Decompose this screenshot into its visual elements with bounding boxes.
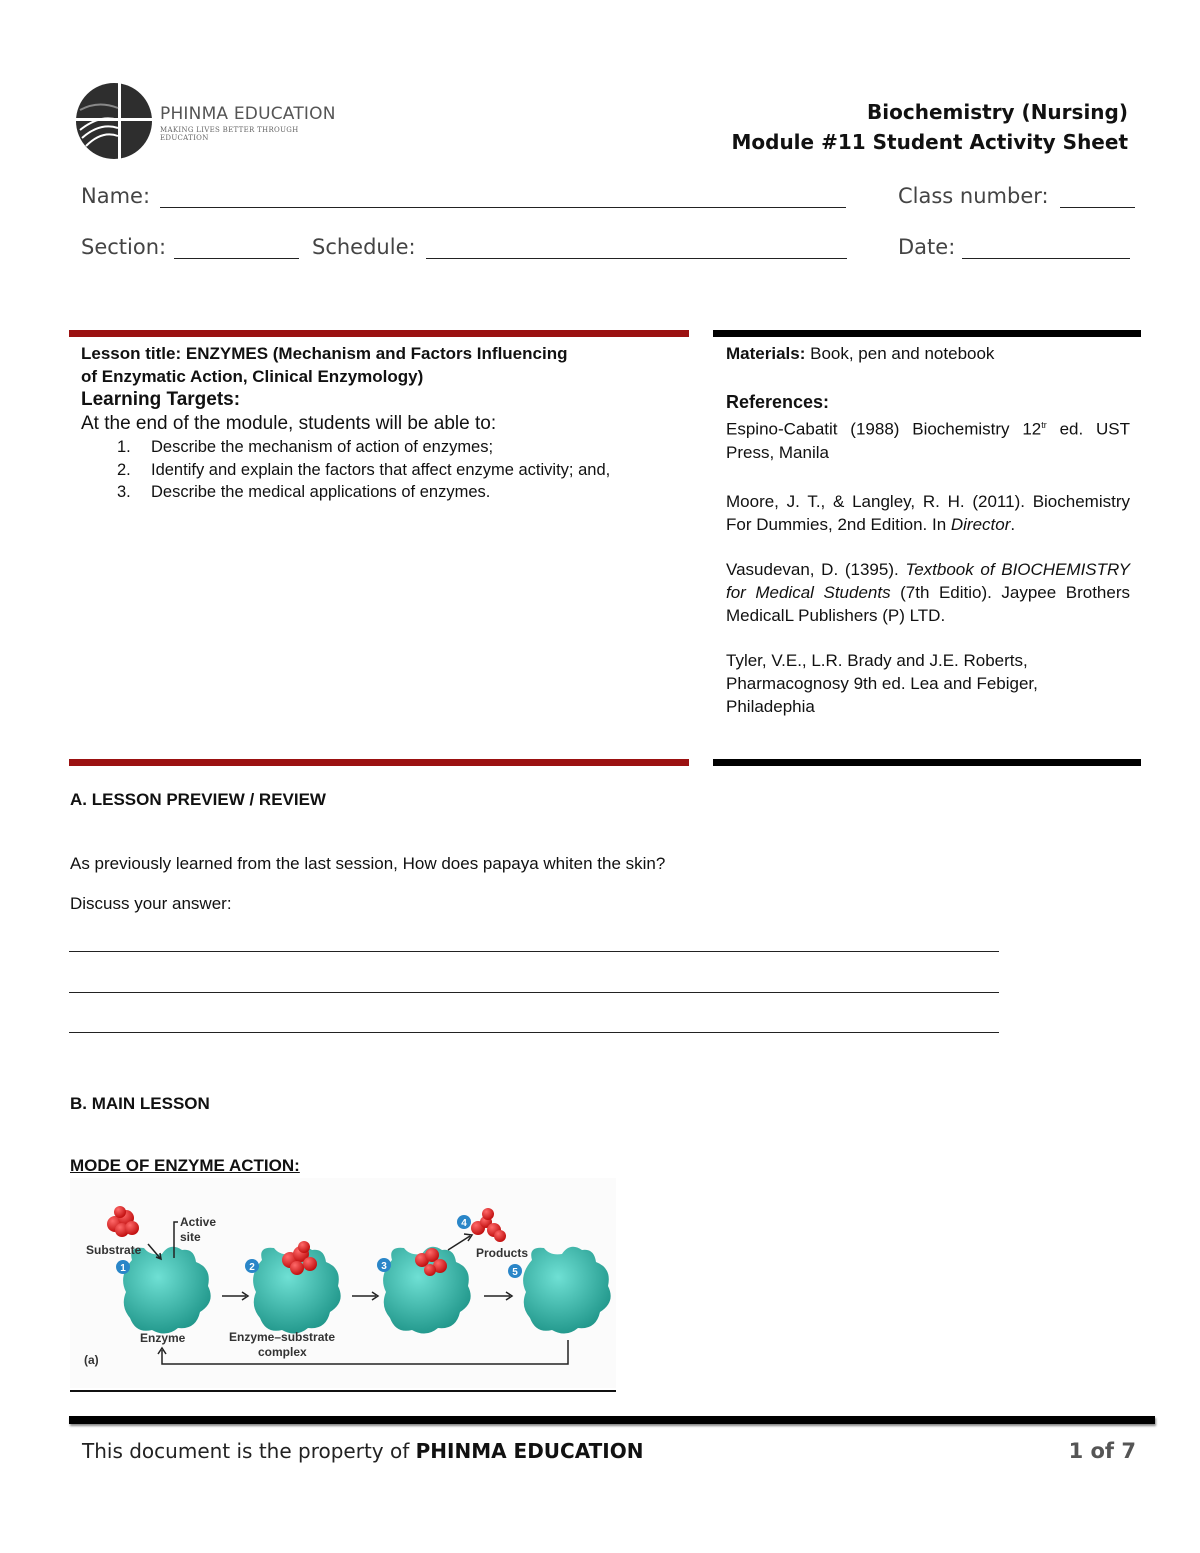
label-complex-2: complex [258, 1345, 307, 1359]
label-panel: (a) [84, 1353, 99, 1367]
enzyme-shape-4 [523, 1247, 611, 1334]
class-number-field[interactable] [1060, 207, 1135, 208]
schedule-field[interactable] [426, 258, 847, 259]
process-arrows [148, 1222, 568, 1364]
label-active-site-2: site [180, 1230, 201, 1244]
sheet-title: Module #11 Student Activity Sheet [731, 130, 1128, 154]
name-label: Name: [81, 184, 151, 208]
phinma-logo [74, 80, 344, 162]
logo-emblem-icon [74, 80, 158, 162]
enzyme-shape-1 [123, 1247, 211, 1334]
target-item: 2. Identify and explain the factors that affect enzyme activity; and, [117, 460, 611, 479]
section-b-heading: B. MAIN LESSON [70, 1094, 210, 1113]
reference-4: Tyler, V.E., L.R. Brady and J.E. Roberts, Pharmacognosy 9th ed. Lea and Febiger, Philadephia [726, 650, 1038, 716]
course-title: Biochemistry (Nursing) [867, 100, 1128, 124]
learning-targets-label: Learning Targets: [81, 389, 241, 410]
reference-2: Moore, J. T., & Langley, R. H. (2011). Biochemistry For Dummies, 2nd Edition. In Director. [726, 491, 1130, 534]
materials-line: Materials: Book, pen and notebook [726, 344, 995, 363]
label-enzyme: Enzyme [140, 1331, 186, 1345]
logo-brand: PHINMA EDUCATION [160, 104, 336, 124]
footer-text: This document is the property of PHINMA EDUCATION [82, 1439, 644, 1463]
page-number: 1 of 7 [1068, 1439, 1136, 1463]
lesson-title: Lesson title: ENZYMES (Mechanism and Factors Influencing [81, 344, 568, 363]
step-5: 5 [512, 1267, 518, 1278]
materials-box-bottom-bar [713, 759, 1141, 766]
step-4: 4 [461, 1218, 467, 1229]
target-item: 1. Describe the mechanism of action of enzymes; [117, 438, 494, 456]
logo-tagline: MAKING LIVES BETTER THROUGH EDUCATION [160, 126, 299, 142]
section-a-prompt: Discuss your answer: [70, 894, 232, 913]
section-a-heading: A. LESSON PREVIEW / REVIEW [70, 790, 326, 809]
label-complex-1: Enzyme–substrate [229, 1330, 336, 1344]
step-3: 3 [381, 1261, 387, 1272]
mode-of-enzyme-action-heading: MODE OF ENZYME ACTION: [70, 1156, 300, 1175]
lesson-box [81, 342, 681, 504]
date-label: Date: [898, 235, 956, 259]
targets-list [0, 436, 759, 504]
enzyme-diagram [70, 1178, 616, 1388]
materials-box [726, 342, 1130, 718]
target-item: 3. Describe the medical applications of enzymes. [117, 483, 491, 501]
answer-line-1[interactable] [69, 951, 999, 952]
name-field[interactable] [160, 207, 846, 208]
date-field[interactable] [962, 258, 1130, 259]
references-label: References: [726, 392, 830, 412]
class-number-label: Class number: [898, 184, 1049, 208]
products-molecules [471, 1208, 506, 1242]
targets-intro: At the end of the module, students will be able to: [81, 413, 497, 434]
step-2: 2 [249, 1262, 255, 1273]
step-1: 1 [120, 1263, 126, 1274]
enzyme-action-figure [70, 1178, 616, 1388]
label-substrate: Substrate [86, 1243, 142, 1257]
section-field[interactable] [174, 258, 299, 259]
section-label: Section: [81, 235, 167, 259]
lesson-box-top-bar [69, 330, 689, 337]
materials-box-top-bar [713, 330, 1141, 337]
label-active-site-1: Active [180, 1215, 217, 1229]
substrate-molecule [107, 1206, 139, 1237]
schedule-label: Schedule: [312, 235, 416, 259]
answer-line-3[interactable] [69, 1032, 999, 1033]
reference-1: Espino-Cabatit (1988) Biochemistry $12^{tr}$ ed. UST Press, Manila [726, 419, 1130, 462]
reference-3: Vasudevan, D. (1395). Textbook of BIOCHEMISTRY for Medical Students (7th Editio). Jaypee Brothers MedicalL Publishers (P) LTD. [726, 559, 1131, 625]
label-products: Products [476, 1246, 529, 1260]
lesson-box-bottom-bar [69, 759, 689, 766]
lesson-title-cont: of Enzymatic Action, Clinical Enzymology) [81, 367, 424, 386]
section-a-question: As previously learned from the last session, How does papaya whiten the skin? [70, 854, 666, 873]
footer-bar [69, 1416, 1155, 1424]
figure-underline [70, 1390, 616, 1392]
answer-line-2[interactable] [69, 992, 999, 993]
